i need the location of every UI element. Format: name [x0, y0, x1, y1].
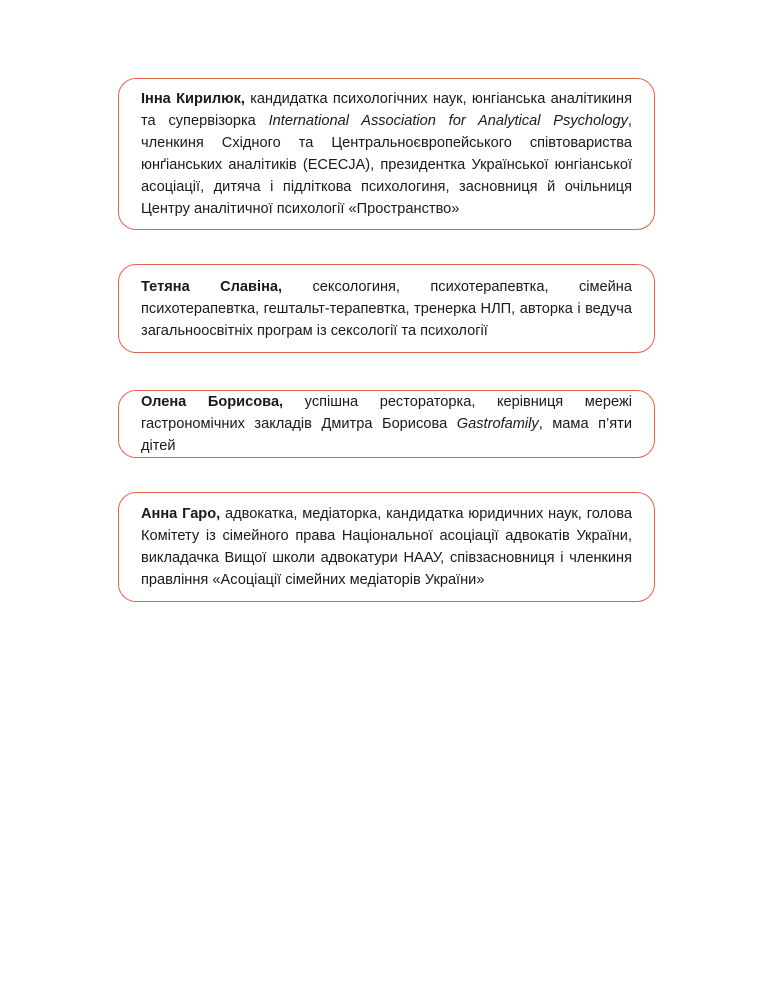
bio-description-continued: , мама п’яти дітей: [141, 416, 632, 454]
bio-description: успішна рестораторка, керівниця мережі гастрономічних закладів Дмитра Борисова: [141, 394, 632, 432]
bio-card-borysova: [118, 390, 655, 458]
bio-name: Анна Гаро,: [141, 506, 221, 522]
bio-description: адвокатка, медіаторка, кандидатка юридичних наук, голова Комітету із сімейного права Національної асоціації адвокатів України, викладачка Вищої школи адвокатури НААУ, співзасновниця і членкиня правління «Асоціації сімейних медіаторів України»: [141, 506, 632, 588]
bio-organization: Gastrofamily: [456, 416, 539, 432]
bio-description-continued: , членкиня Східного та Центральноєвропейського співтовариства юнґіанських аналітиків (ECECJA), президентка Української юнгіанської асоціації, дитяча і підліткова психологиня, засновниця й очільниця Центру аналітичної психології «Пространство»: [141, 113, 632, 217]
bio-organization: International Association for Analytical Psychology: [268, 113, 628, 129]
bio-description: кандидатка психологічних наук, юнгіанська аналітикиня та супервізорка: [141, 91, 632, 129]
bio-text: [141, 88, 632, 220]
bio-card-kyryliuk: [118, 78, 655, 230]
bio-description: сексологиня, психотерапевтка, сімейна психотерапевтка, гештальт-терапевтка, тренерка НЛП, авторка і ведуча загальноосвітніх програм із сексології та психології: [141, 278, 632, 339]
bio-card-haro: [118, 492, 655, 602]
bio-text: [141, 503, 632, 591]
bio-name: Інна Кирилюк,: [141, 91, 245, 107]
bio-name: Тетяна Славіна,: [141, 278, 283, 295]
bio-card-slavina: [118, 264, 655, 353]
bio-text: [141, 391, 632, 457]
bio-text: [141, 276, 632, 342]
bio-name: Олена Борисова,: [141, 394, 284, 410]
